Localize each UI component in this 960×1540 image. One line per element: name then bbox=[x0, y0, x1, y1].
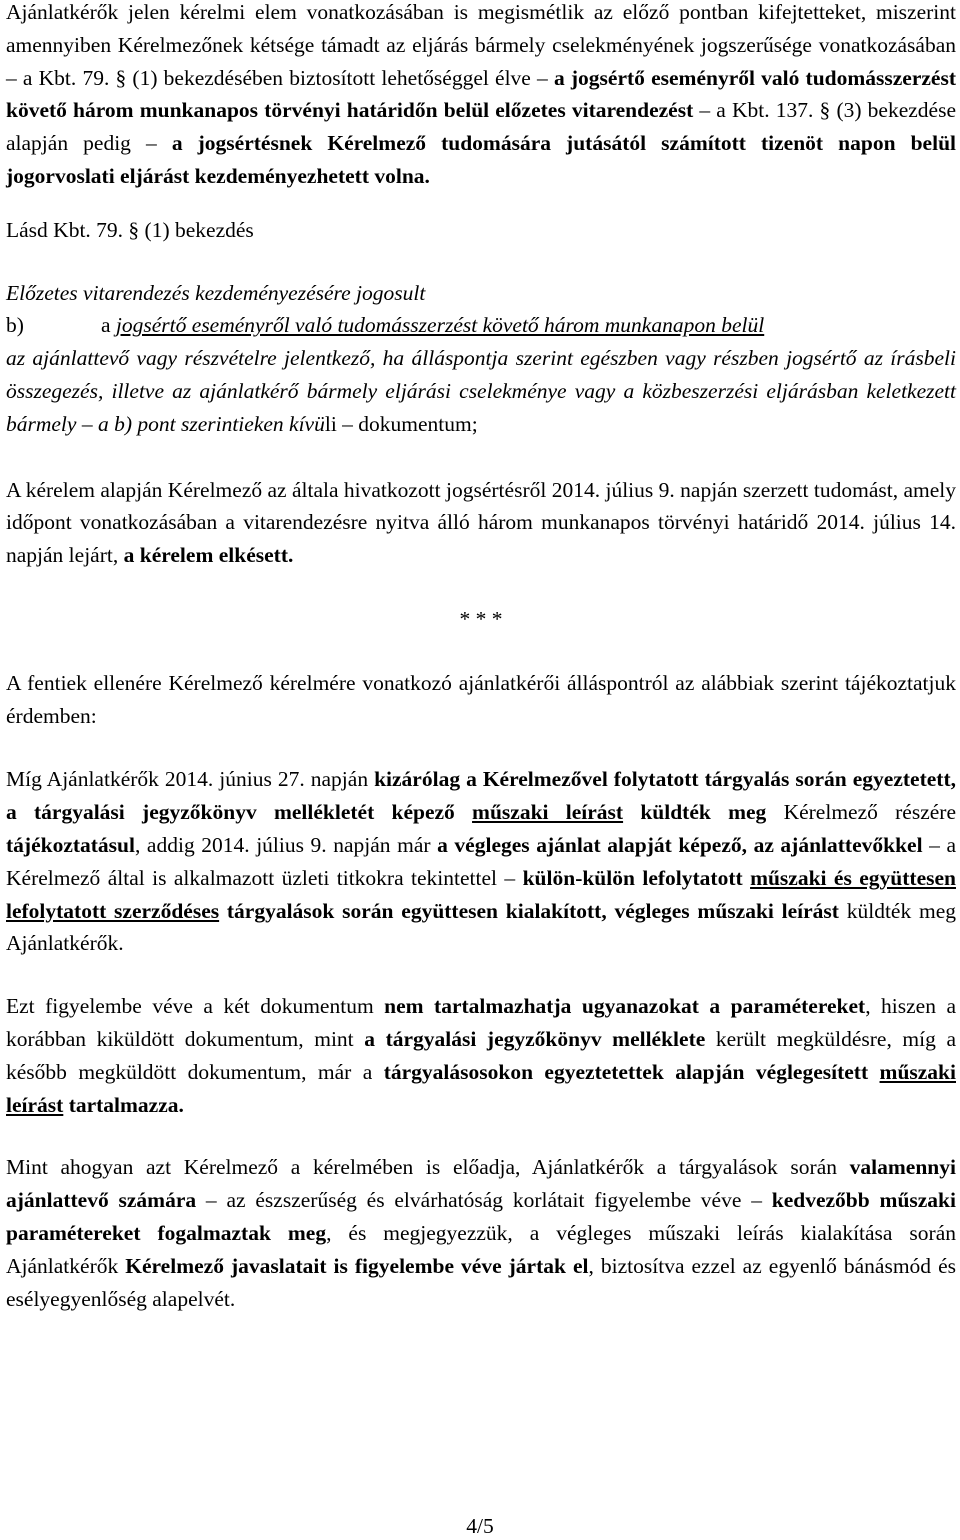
text-run: a jogsértésnek Kérelmező tudomására jutásától számított tizenöt napon belül jogorvoslati eljárást kezdeményezhetett volna. bbox=[6, 131, 957, 188]
quote-item-prefix: a bbox=[101, 313, 116, 338]
text-run: műszaki és együttesen lefolytatott szerződéses bbox=[6, 865, 956, 923]
text-run: , addig 2014. július 9. napján már bbox=[134, 832, 438, 857]
text-run: nem tartalmazhatja ugyanazokat a paramétereket bbox=[384, 994, 866, 1019]
document-page bbox=[6, 0, 956, 1315]
text-run: külön-külön lefolytatott bbox=[522, 865, 751, 890]
paragraph-deadline-argument bbox=[6, 0, 956, 193]
text-run: A kérelem alapján Kérelmező az általa hivatkozott jogsértésről 2014. július 9. napján szerzett tudomást, amely időpont vonatkozásában a vitarendezésre nyitva álló három munkanapos törvényi határidő 2014. július 14. napján lejárt, bbox=[6, 477, 956, 568]
text-run: tájékoztatásul bbox=[6, 832, 135, 857]
text-run: – a Kérelmező által is alkalmazott üzleti titkokra tekintettel – bbox=[6, 832, 957, 890]
text-run: tárgyalások során együttesen kialakított, végleges műszaki leírást bbox=[219, 898, 839, 923]
paragraph-parameters bbox=[6, 990, 956, 1121]
text-run: kedvezőbb műszaki paramétereket fogalmaztak meg bbox=[6, 1188, 956, 1245]
text-run: tartalmazza. bbox=[63, 1092, 184, 1117]
paragraph-documents-comparison bbox=[6, 763, 956, 960]
quote-item-tail: li – dokumentum; bbox=[324, 411, 478, 436]
text-run: , biztosítva ezzel az egyenlő bánásmód és esélyegyenlőség alapelvét. bbox=[6, 1253, 956, 1311]
paragraph-intro-merits: A fentiek ellenére Kérelmező kérelmére vonatkozó ajánlatkérői álláspontról az alábbiak szerint tájékoztatjuk érdemben: bbox=[6, 670, 956, 728]
quote-item-continuation bbox=[6, 342, 956, 440]
text-run: a kérelem elkésett. bbox=[123, 543, 294, 568]
text-run: Ezt figyelembe véve a két dokumentum bbox=[6, 994, 385, 1019]
text-run: Míg Ajánlatkérők 2014. június 27. napján bbox=[6, 767, 375, 792]
section-separator: * * * bbox=[459, 606, 503, 631]
quote-item-rest: az ajánlattevő vagy részvételre jelentkező, ha álláspontja szerint egészben vagy részben jogsértő az írásbeli összegezés, illetve az ajánlatkérő bármely eljárási cselekménye vagy a közbeszerzési eljárásban keletkezett bármely – a b) pont szerintieken kívü bbox=[6, 346, 956, 436]
quote-item-label: b) bbox=[6, 313, 24, 338]
quote-item-underlined: jogsértő eseményről való tudomásszerzést követő három munkanapon belül bbox=[115, 313, 765, 338]
text-run: műszaki leírást bbox=[6, 1059, 956, 1117]
legal-quote bbox=[6, 277, 956, 441]
page-number: 4/5 bbox=[466, 1514, 494, 1538]
paragraph-conclusion bbox=[6, 474, 956, 572]
text-run: , hiszen a korábban kiküldött dokumentum, mint bbox=[6, 994, 957, 1051]
text-run: műszaki leírást bbox=[472, 800, 624, 825]
text-run: a végleges ajánlat alapját képező, az ajánlattevőkkel bbox=[437, 832, 923, 857]
text-run: Kérelmező javaslatait is figyelembe véve jártak el bbox=[125, 1253, 589, 1278]
text-run: a tárgyalási jegyzőkönyv melléklete bbox=[364, 1026, 706, 1051]
text-run: – az észszerűség és elvárhatóság korlátait figyelembe véve – bbox=[196, 1188, 772, 1213]
text-run: tárgyalásosokon egyeztetettek alapján véglegesített bbox=[383, 1059, 880, 1084]
paragraph-equal-treatment bbox=[6, 1151, 956, 1315]
text-run: Mint ahogyan azt Kérelmező a kérelmében is előadja, Ajánlatkérők a tárgyalások során bbox=[6, 1155, 850, 1180]
text-run: a jogsértő eseményről való tudomásszerzést követő három munkanapos törvényi határidőn belül előzetes vitarendezést bbox=[6, 65, 956, 123]
text-run: küldték meg bbox=[623, 800, 767, 825]
paragraph-reference: Lásd Kbt. 79. § (1) bekezdés bbox=[6, 217, 254, 242]
text-run: , és megjegyezzük, a végleges műszaki leírás kialakítása során Ajánlatkérők bbox=[6, 1220, 956, 1278]
quote-item-text bbox=[101, 309, 956, 342]
text-run: valamennyi ajánlattevő számára bbox=[6, 1155, 956, 1213]
text-run: küldték meg Ajánlatkérők. bbox=[6, 898, 956, 956]
quote-heading: Előzetes vitarendezés kezdeményezésére jogosult bbox=[6, 280, 426, 305]
text-run: Ajánlatkérők jelen kérelmi elem vonatkozásában is megismétlik az előző pontban kifejtetteket, miszerint amennyiben Kérelmezőnek kétsége támadt az eljárás bármely cselekményének jogszerűsége vonatkozásában – a Kbt. 79. § (1) bekezdésében biztosított lehetőséggel élve – bbox=[6, 0, 956, 90]
quote-item-b bbox=[6, 309, 956, 342]
text-run: kizárólag a Kérelmezővel folytatott tárgyalás során egyeztetett, a tárgyalási jegyzőkönyv mellékletét képező bbox=[6, 767, 956, 825]
text-run: Kérelmező részére bbox=[766, 800, 956, 825]
text-run: került megküldésre, míg a később megküldött dokumentum, már a bbox=[6, 1026, 956, 1084]
text-run: – a Kbt. 137. § (3) bekezdése alapján pedig – bbox=[6, 98, 956, 156]
